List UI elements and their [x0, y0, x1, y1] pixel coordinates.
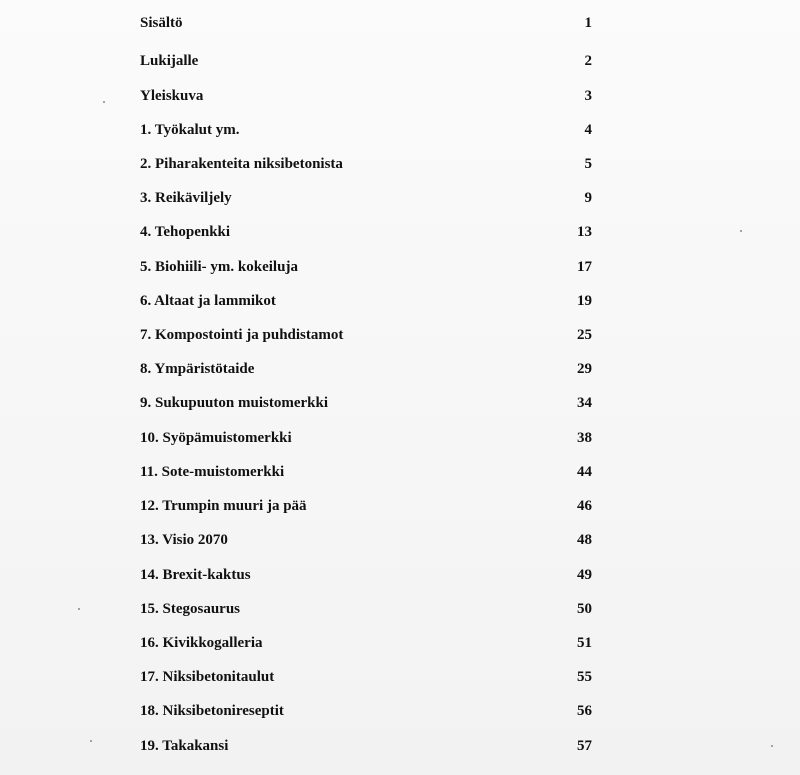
toc-entry-title: 13. Visio 2070: [140, 532, 228, 548]
toc-entry-page: 50: [577, 601, 592, 617]
toc-entry-page: 44: [577, 464, 592, 480]
scan-speck: [771, 745, 773, 747]
toc-row-chapter-13: [0, 527, 800, 553]
toc-row-chapter-17: [0, 664, 800, 690]
toc-entry-title: 5. Biohiili- ym. kokeiluja: [140, 259, 298, 275]
toc-row-chapter-1: [0, 117, 800, 143]
toc-row-chapter-6: [0, 288, 800, 314]
toc-row-chapter-2: [0, 151, 800, 177]
toc-row-chapter-3: [0, 185, 800, 211]
toc-entry-page: 56: [577, 703, 592, 719]
toc-entry-title: 8. Ympäristötaide: [140, 361, 255, 377]
toc-entry-page: 1: [584, 15, 592, 31]
toc-entry-title: 19. Takakansi: [140, 738, 229, 754]
toc-entry-title: 10. Syöpämuistomerkki: [140, 430, 292, 446]
toc-row-chapter-12: [0, 493, 800, 519]
toc-entry-title: Lukijalle: [140, 53, 199, 69]
scan-speck: [740, 230, 742, 232]
toc-entry-page: 29: [577, 361, 592, 377]
toc-entry-title: 16. Kivikkogalleria: [140, 635, 263, 651]
toc-entry-page: 48: [577, 532, 592, 548]
toc-entry-title: 9. Sukupuuton muistomerkki: [140, 395, 328, 411]
toc-entry-page: 4: [584, 122, 592, 138]
toc-entry-title: 11. Sote-muistomerkki: [140, 464, 285, 480]
toc-entry-page: 9: [584, 190, 592, 206]
toc-row-contents: [0, 10, 800, 36]
toc-entry-title: 6. Altaat ja lammikot: [140, 293, 276, 309]
toc-row-chapter-7: [0, 322, 800, 348]
scan-speck: [78, 608, 80, 610]
toc-entry-title: 4. Tehopenkki: [140, 224, 231, 240]
toc-row-chapter-8: [0, 356, 800, 382]
toc-entry-title: 1. Työkalut ym.: [140, 122, 240, 138]
toc-entry-title: 14. Brexit-kaktus: [140, 567, 251, 583]
toc-entry-page: 17: [577, 259, 592, 275]
scan-speck: [90, 740, 92, 742]
toc-entry-page: 2: [584, 53, 592, 69]
toc-entry-title: 18. Niksibetonireseptit: [140, 703, 284, 719]
toc-entry-title: 12. Trumpin muuri ja pää: [140, 498, 307, 514]
toc-row-chapter-9: [0, 390, 800, 416]
toc-entry-page: 49: [577, 567, 592, 583]
toc-row-chapter-18: [0, 698, 800, 724]
toc-row-chapter-19: [0, 733, 800, 759]
toc-entry-page: 25: [577, 327, 592, 343]
toc-row-chapter-4: [0, 219, 800, 245]
toc-entry-title: 7. Kompostointi ja puhdistamot: [140, 327, 344, 343]
toc-row-chapter-15: [0, 596, 800, 622]
toc-entry-title: 15. Stegosaurus: [140, 601, 241, 617]
toc-entry-page: 38: [577, 430, 592, 446]
toc-entry-title: 3. Reikäviljely: [140, 190, 232, 206]
toc-entry-page: 55: [577, 669, 592, 685]
toc-entry-page: 5: [584, 156, 592, 172]
toc-row-overview: [0, 83, 800, 109]
toc-entry-page: 51: [577, 635, 592, 651]
toc-row-chapter-5: [0, 254, 800, 280]
toc-entry-page: 13: [577, 224, 592, 240]
toc-entry-page: 46: [577, 498, 592, 514]
toc-entry-page: 34: [577, 395, 592, 411]
toc-entry-title: Sisältö: [140, 15, 183, 31]
toc-entry-title: 17. Niksibetonitaulut: [140, 669, 275, 685]
toc-entry-page: 19: [577, 293, 592, 309]
toc-row-chapter-14: [0, 562, 800, 588]
toc-row-chapter-11: [0, 459, 800, 485]
toc-entry-title: Yleiskuva: [140, 88, 204, 104]
toc-entry-title: 2. Piharakenteita niksibetonista: [140, 156, 343, 172]
toc-row-chapter-16: [0, 630, 800, 656]
scan-speck: [103, 101, 105, 103]
toc-row-chapter-10: [0, 425, 800, 451]
toc-entry-page: 3: [584, 88, 592, 104]
toc-row-to-reader: [0, 48, 800, 74]
toc-entry-page: 57: [577, 738, 592, 754]
